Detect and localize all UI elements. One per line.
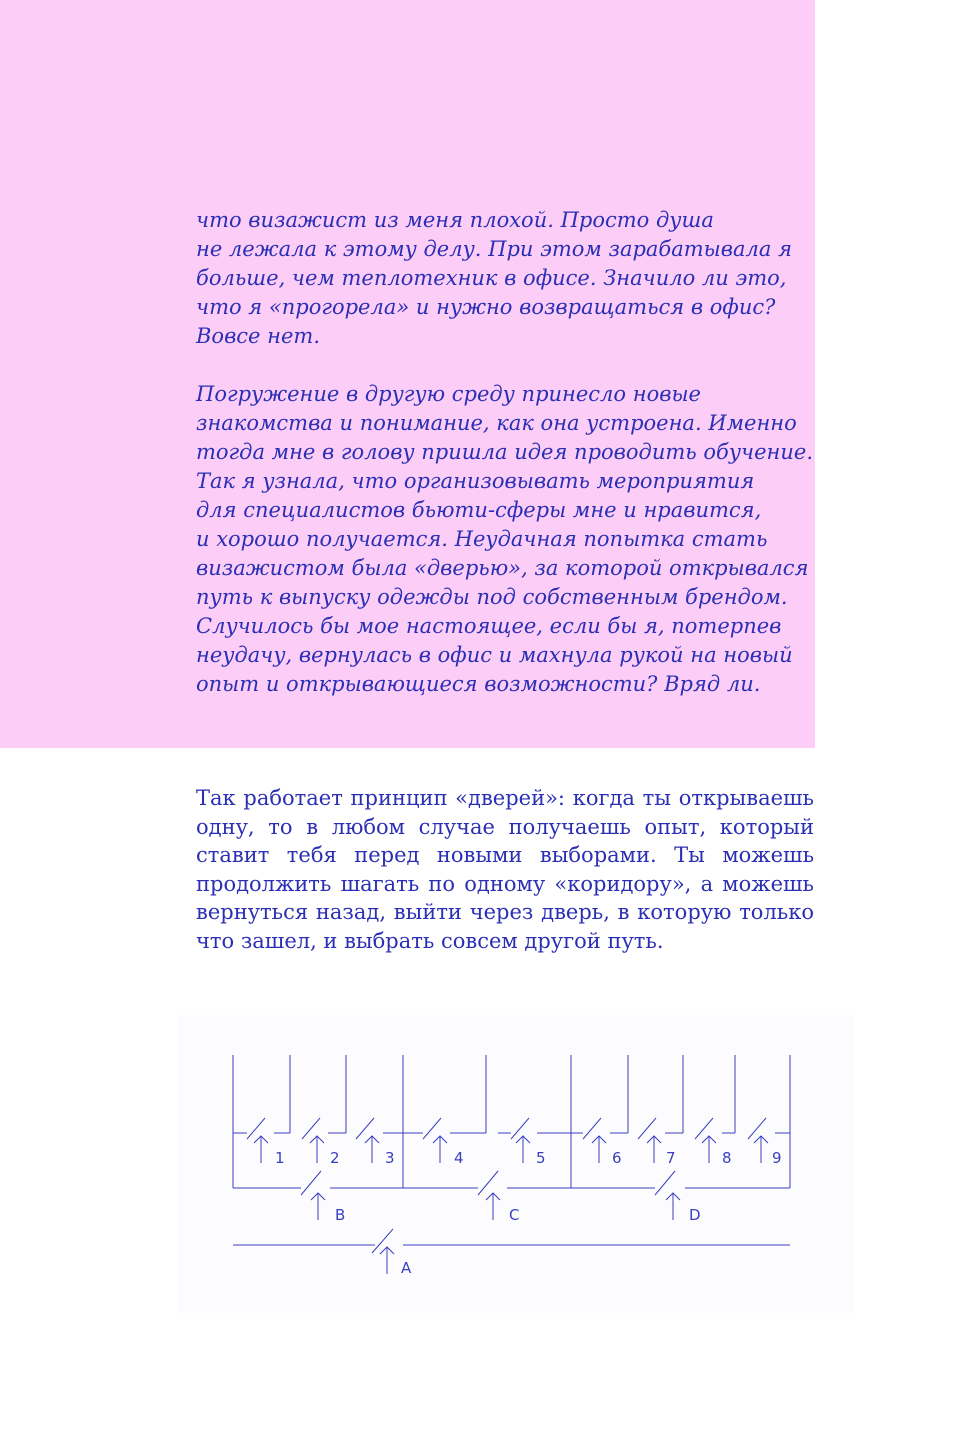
quote-line: неудачу, вернулась в офис и махнула рукой на новый [196, 643, 793, 667]
quote-line: тогда мне в голову пришла идея проводить обучение. [196, 440, 813, 464]
quote-line: путь к выпуску одежды под собственным брендом. [196, 585, 788, 609]
doors-diagram [178, 1015, 853, 1313]
body-paragraph: Так работает принцип «дверей»: когда ты открываешь одну, то в любом случае получаешь опыт, который ставит тебя перед новыми выборами. Ты можешь продолжить шагать по одному «коридору», а можешь вернуться назад, выйти через дверь, в которую только что зашел, и выбрать совсем другой путь. [196, 786, 814, 953]
quote-line: что я «прогорела» и нужно возвращаться в офис? [196, 295, 776, 319]
door-label-9: 9 [772, 1149, 782, 1167]
quote-line: и хорошо получается. Неудачная попытка стать [196, 527, 768, 551]
quote-line: Погружение в другую среду принесло новые [196, 382, 701, 406]
quote-line: Так я узнала, что организовывать мероприятия [196, 469, 755, 493]
quote-line: Случилось бы мое настоящее, если бы я, потерпев [196, 614, 782, 638]
quote-line: визажистом была «дверью», за которой открывался [196, 556, 809, 580]
door-label-d: D [689, 1206, 701, 1224]
diagram-labels [275, 1149, 782, 1277]
quote-line: что визажист из меня плохой. Просто душа [196, 208, 714, 232]
door-label-b: B [335, 1206, 346, 1224]
door-label-3: 3 [385, 1149, 395, 1167]
quote-line: знакомства и понимание, как она устроена. Именно [196, 411, 797, 435]
door-label-8: 8 [722, 1149, 732, 1167]
door-label-5: 5 [536, 1149, 546, 1167]
quote-line: опыт и открывающиеся возможности? Вряд ли. [196, 672, 761, 696]
quote-paragraph-1 [196, 206, 796, 351]
doors-diagram-svg [178, 1015, 853, 1313]
quote-line: для специалистов бьюти-сферы мне и нравится, [196, 498, 762, 522]
quote-line: не лежала к этому делу. При этом зарабатывала я [196, 237, 792, 261]
door-label-7: 7 [666, 1149, 676, 1167]
door-label-2: 2 [330, 1149, 340, 1167]
quote-line: больше, чем теплотехник в офисе. Значило ли это, [196, 266, 787, 290]
diagram-lines [233, 1055, 790, 1274]
door-label-6: 6 [612, 1149, 622, 1167]
door-label-a: A [401, 1259, 412, 1277]
door-label-4: 4 [454, 1149, 464, 1167]
quote-paragraph-2 [196, 380, 813, 699]
quote-text [196, 206, 813, 699]
quote-line: Вовсе нет. [196, 324, 321, 348]
door-label-c: C [509, 1206, 520, 1224]
door-label-1: 1 [275, 1149, 285, 1167]
